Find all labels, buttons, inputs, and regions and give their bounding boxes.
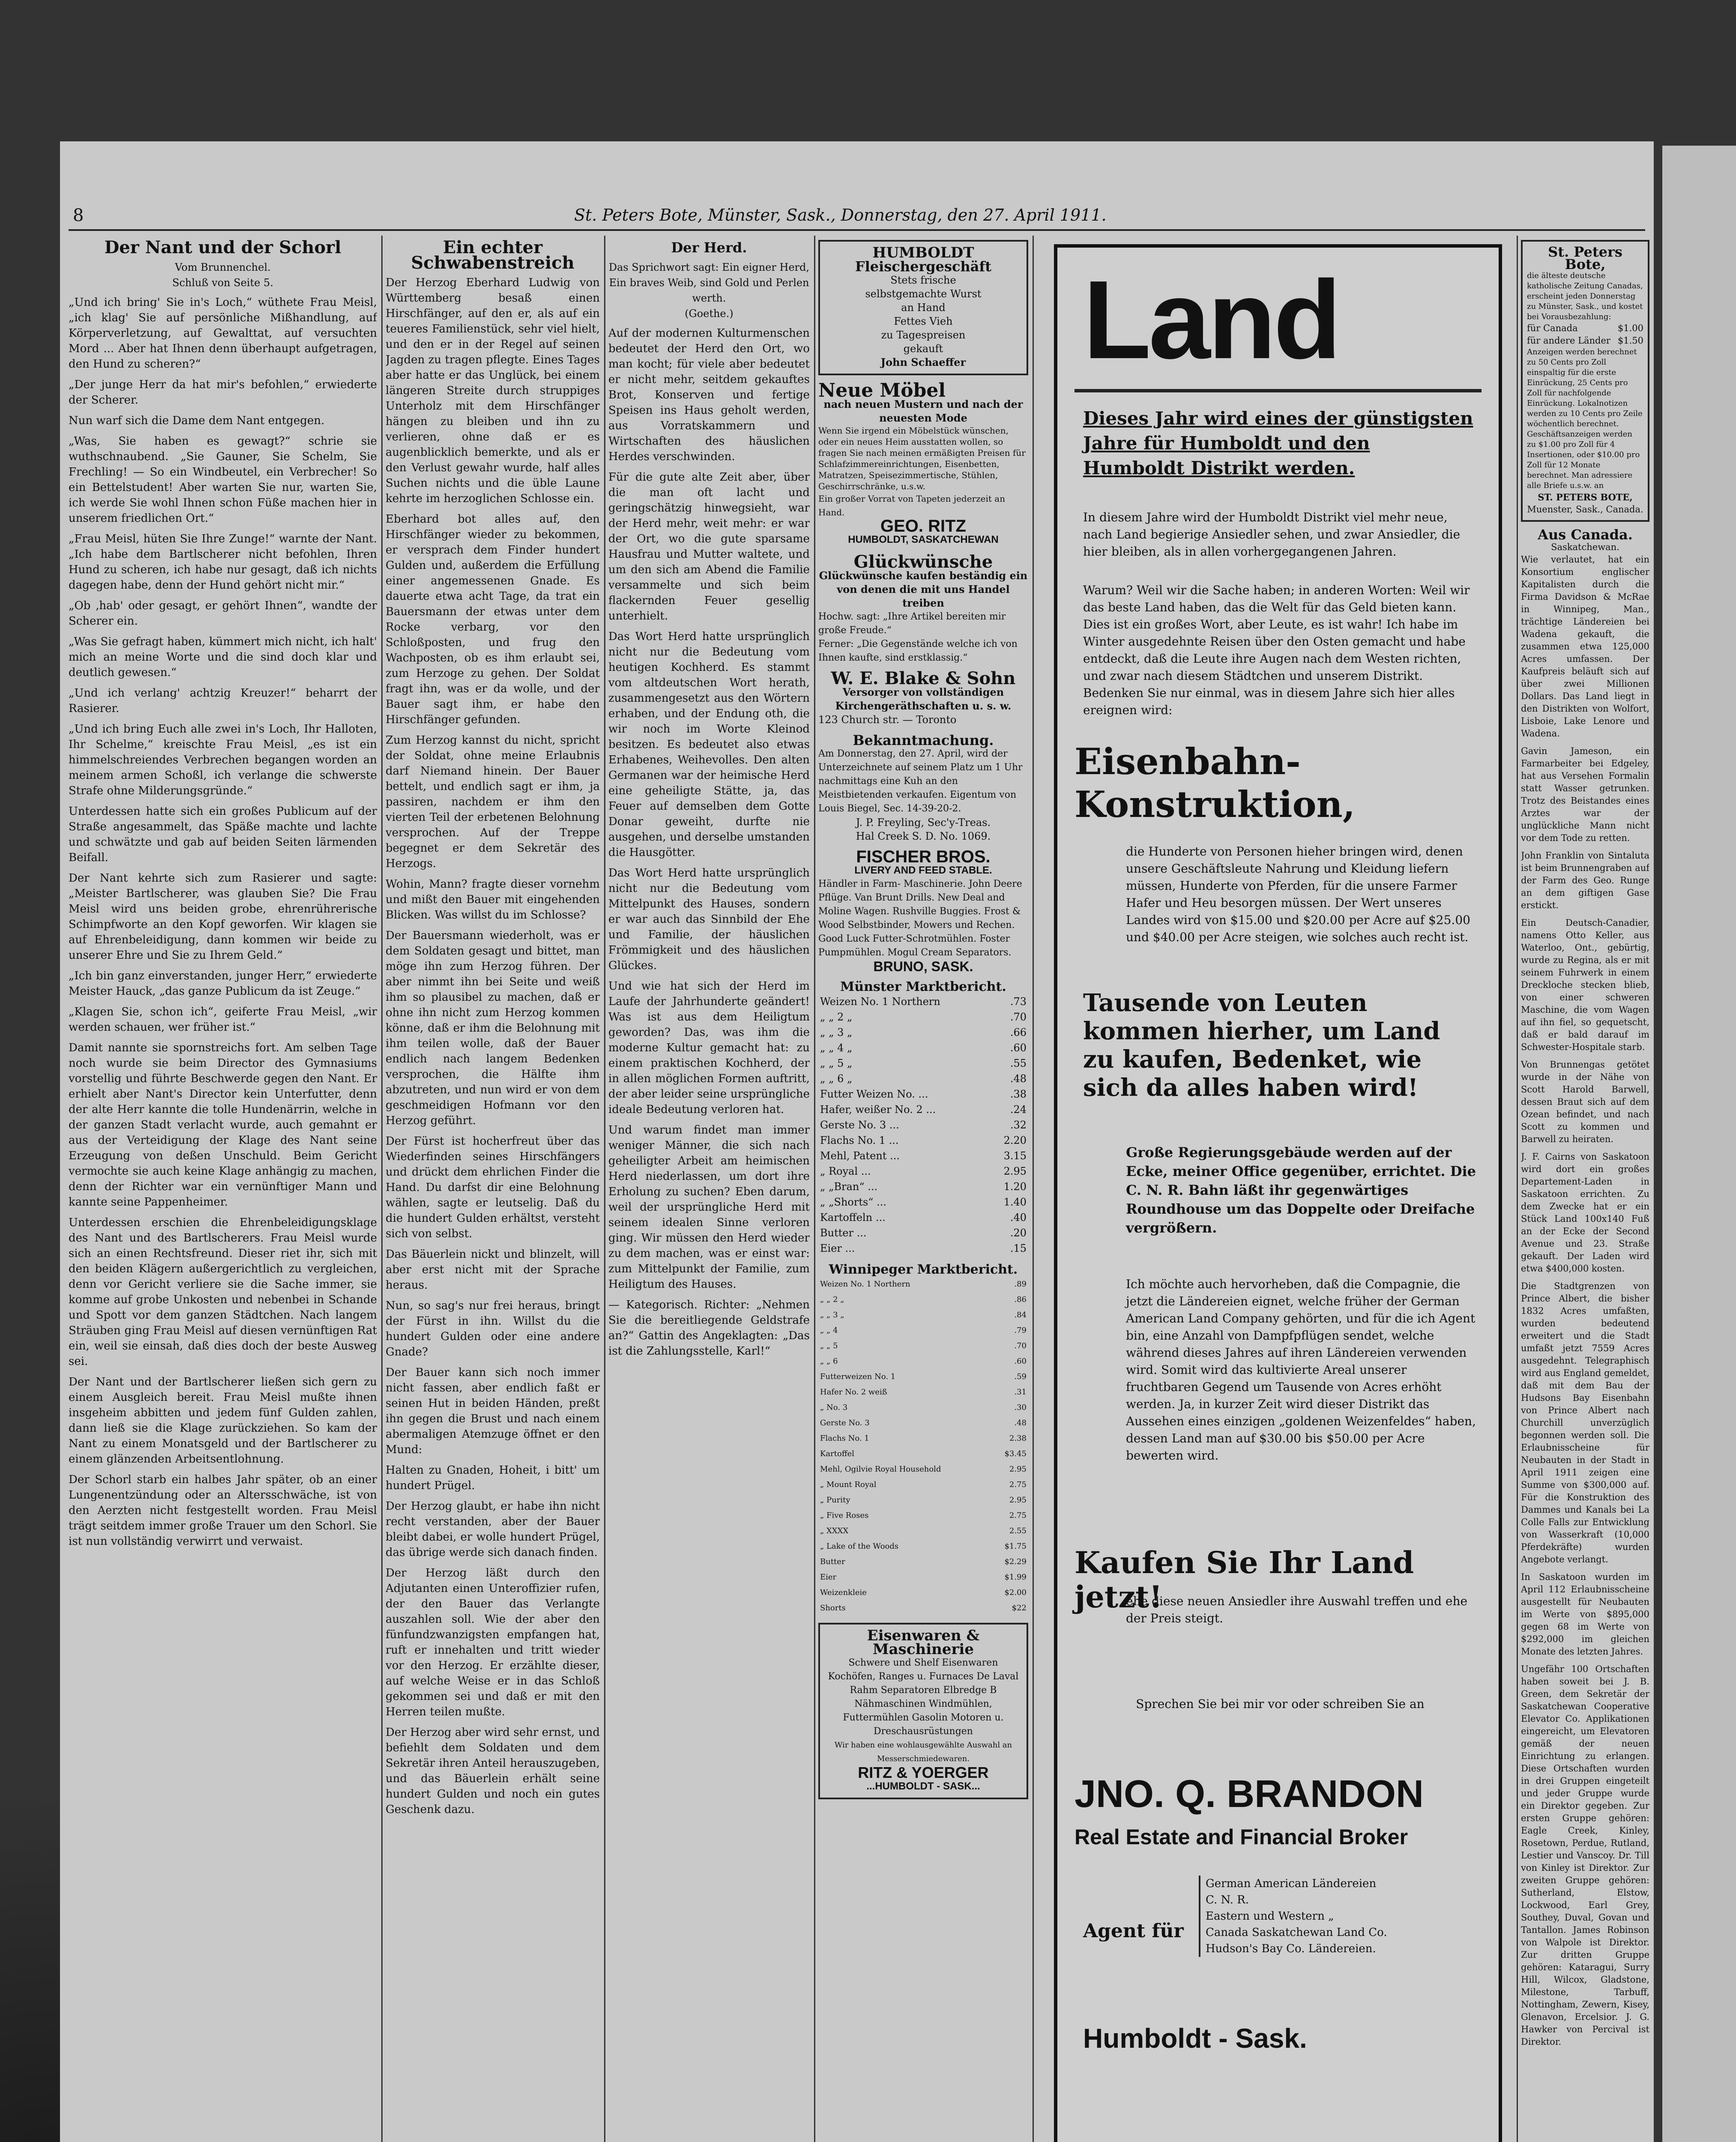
article-nant-und-schorl — [69, 240, 377, 2142]
market-price: 1.40 — [1003, 1196, 1027, 1208]
ad-city: Humboldt - Sask. — [1083, 2023, 1307, 2054]
market-price: .48 — [1010, 1073, 1027, 1085]
market-price: .24 — [1010, 1104, 1027, 1116]
ad-note: Ein großer Vorrat von Tapeten jederzeit an Hand. — [818, 494, 1006, 518]
market-row — [818, 1601, 1028, 1616]
market-item: Flachs No. 1 ... — [820, 1134, 899, 1146]
market-row — [818, 1179, 1028, 1194]
market-row — [818, 1009, 1028, 1025]
ad-brand: JNO. Q. BRANDON — [1075, 1773, 1424, 1816]
ad-rule — [1075, 389, 1482, 392]
ad-body: Glückwünsche kaufen beständig ein von denen die mit uns Handel treiben — [819, 569, 1028, 609]
market-price: .48 — [1014, 1418, 1027, 1427]
ad-paragraph: Ich möchte auch hervorheben, daß die Compagnie, die jetzt die Ländereien eignet, welche früher der German American Land Company gehörten, und für die ich Agent bin, eine Anzahl von Dampfpflügen sendet, welche während dieses Jahres auf ihren Ländereien verwenden wird. Somit wird das kultivierte Areal unserer fruchtbaren Gegend um Tausende von Acres erhöht werden. Ja, in kurzer Zeit wird dieser Distrikt das Aussehen eines einzigen „goldenen Weizenfeldes“ haben, dessen Land man auf $30.00 bis $50.00 per Acre bewerten wird. — [1126, 1277, 1476, 1463]
paragraph: Der Herzog glaubt, er habe ihn nicht recht verstanden, aber der Bauer bleibt dabei, er wolle hundert Prügel, das übrige werde sich danach finden. — [386, 1500, 600, 1559]
paragraph: Der Herzog aber wird sehr ernst, und befiehlt dem Soldaten und dem Sekretär ihren Anteil herauszugeben, und das Bäuerlein erhält seine hundert Gulden und noch ein gutes Geschenk dazu. — [386, 1726, 600, 1816]
market-price: 2.95 — [1009, 1465, 1027, 1474]
ad-subtitle: LIVERY AND FEED STABLE. — [854, 865, 992, 876]
paragraph: Der Bauersmann wiederholt, was er dem Soldaten gesagt und bittet, man möge ihn zum Herzog führen. Der aber nimmt ihn bei Seite und weiß ihm so plausibel zu machen, daß er ohne ihn nicht zum Herzog kommen könne, daß er ihm die Belohnung mit ihm teilen wolle, daß der Bauer endlich nach langem Bedenken versprochen, die Hälfte ihm abzutreten, und nun wird er von dem geschmeidigen Hofmann vor den Herzog geführt. — [386, 929, 600, 1127]
ad-headline: Eisenbahn-Konstruktion, — [1075, 740, 1355, 826]
market-row — [818, 1071, 1028, 1086]
ad-glueckwuensche — [818, 552, 1028, 665]
ad-fischer-bros — [818, 847, 1028, 974]
column-divider — [604, 236, 605, 2142]
market-item: Weizen No. 1 Northern — [820, 1280, 910, 1289]
market-item: Shorts — [820, 1604, 846, 1612]
market-price: .79 — [1014, 1326, 1027, 1335]
ad-subtitle: nach neuen Mustern und nach der neuesten Mode — [823, 398, 1023, 424]
notice-location: Hal Creek S. D. No. 1069. — [856, 830, 991, 842]
market-price: 2.20 — [1003, 1134, 1027, 1146]
ad-land-brandon — [1054, 244, 1502, 2142]
ad-headline: Tausende von Leuten kommen hierher, um Land zu kaufen, Bedenket, wie sich da alles haben wird! — [1083, 989, 1440, 1102]
market-item: Flachs No. 1 — [820, 1434, 869, 1443]
market-row — [818, 1338, 1028, 1354]
paragraph: Der Herzog läßt durch den Adjutanten einen Unteroffizier rufen, der den Bauer das Verlangte auszahlen soll. Wie der aber den fünfundzwanzigsten empfangen hat, ruft er innehalten und tritt wieder vor den Herzog. Er erzählte dieser, auf welche Weise er in das Schloß gekommen sei und daß er mit den Herren teilen mußte. — [386, 1567, 600, 1718]
article-title: Der Herd. — [671, 240, 747, 256]
paragraph: „Ob ‚hab' oder gesagt, er gehört Ihnen“, wandte der Scherer ein. — [69, 599, 377, 628]
ad-quote: Ferner: „Die Gegenstände welche ich von Ihnen kaufte, sind erstklassig.“ — [818, 639, 1018, 663]
market-title: Winnipeger Marktbericht. — [829, 1262, 1018, 1277]
market-price: .70 — [1010, 1011, 1027, 1023]
market-item: Butter ... — [820, 1227, 867, 1239]
ad-city: Toronto — [916, 714, 957, 726]
poem-line: Das Sprichwort sagt: Ein eigner Herd, — [608, 261, 810, 273]
article-byline: Vom Brunnenchel. — [175, 261, 271, 273]
price-label: für Canada — [1527, 323, 1578, 333]
paragraph: Wohin, Mann? fragte dieser vornehm und mißt den Bauer mit eingehenden Blicken. Was willst du im Schlosse? — [386, 878, 600, 921]
ad-humboldt-fleischer — [818, 240, 1028, 375]
market-row — [818, 1025, 1028, 1040]
paragraph: Auf der modernen Kulturmenschen bedeutet der Herd den Ort, wo man kocht; für viele aber bedeutet er nicht mehr, seitdem gekauftes Brot, Konserven und fertige Speisen ins Haus geholt werden, aus Vorratskammern und Wirtschaften des häuslichen Herdes verschwinden. — [608, 327, 810, 463]
market-item: Eier ... — [820, 1242, 855, 1254]
box-body: die älteste deutsche katholische Zeitung Canadas, erscheint jeden Donnerstag zu Münster, Sask., und kostet bei Vorausbezahlung: — [1527, 271, 1643, 321]
box-address: Muenster, Sask., Canada. — [1527, 504, 1643, 515]
paragraph: Eberhard bot alles auf, den Hirschfänger wieder zu bekommen, er versprach dem Finder hundert Gulden und, außerdem die Erfüllung einer angemessenen Gnade. Es dauerte etwa acht Tage, da trat ein Bauersmann der etwas unter dem Rocke verbarg, vor den Schloßposten, und frug den Wachposten, ob es ihm erlaubt sei, zum Herzoge zu gehen. Der Soldat fragt ihn, was er da wolle, und der Bauer sagt ihm, er habe den Hirschfänger gefunden. — [386, 513, 600, 726]
agency: C. N. R. — [1206, 1894, 1249, 1906]
market-row — [818, 1225, 1028, 1241]
market-item: Butter — [820, 1557, 845, 1566]
ad-address: 123 Church str. — [818, 714, 900, 726]
market-item: „ „ 6 — [820, 1357, 838, 1366]
paragraph: — Kategorisch. Richter: „Nehmen Sie die bereitliegende Geldstrafe an?“ Gattin des Angeklagten: „Das ist die Zahlungsstelle, Karl!“ — [608, 1298, 810, 1358]
notice-bekanntmachung — [818, 733, 1028, 843]
paragraph: „Ich bin ganz einverstanden, junger Herr,“ erwiederte Meister Hauck, „das ganze Publicum da ist Zeuge.“ — [69, 969, 377, 998]
market-item: „ „ 2 „ — [820, 1295, 844, 1304]
top-rule — [69, 229, 1645, 231]
market-item: „ „Shorts“ ... — [820, 1196, 887, 1208]
paragraph: Die Stadtgrenzen von Prince Albert, die bisher 1832 Acres umfaßten, wurden bedeutend erweitert und die Stadt umfaßt jetzt 7559 Acres ausgedehnt. Telegraphisch wird aus England gemeldet, daß mit dem Bau der Hudsons Bay Eisenbahn von Prince Albert nach Churchill unverzüglich begonnen werden soll. Die Erlaubnisscheine für Neubauten in der Stadt in April 1911 zeigen eine Summe von $300,000 auf. Für die Konstruktion des Dammes und Kanals bei La Colle Falls zur Entwicklung von Wasserkraft (10,000 Pferdekräfte) wurden Angebote verlangt. — [1521, 1281, 1649, 1565]
paragraph: John Franklin von Sintaluta ist beim Brunnengraben auf der Farm des Geo. Runge an dem giftigen Gase erstickt. — [1521, 850, 1649, 910]
paragraph: Unterdessen hatte sich ein großes Publicum auf der Straße angesammelt, das Späße machte und lachte und schwätzte und gab auf beiden Seiten lärmenden Beifall. — [69, 805, 377, 864]
ad-owner: John Schaeffer — [880, 356, 966, 368]
market-item: „ „ 4 — [820, 1326, 838, 1335]
box-title: St. Peters Bote, — [1548, 244, 1622, 272]
market-row — [818, 1210, 1028, 1225]
market-price: $3.45 — [1004, 1449, 1027, 1458]
market-item: Gerste No. 3 — [820, 1418, 870, 1427]
market-report-winnipeg — [818, 1263, 1028, 1616]
market-item: „ Purity — [820, 1496, 850, 1505]
market-item: Weizen No. 1 Northern — [820, 996, 940, 1008]
notice-signature: J. P. Freyling, Sec'y-Treas. — [856, 817, 991, 829]
newspaper-page — [60, 141, 1654, 2142]
market-item: „ „ 6 „ — [820, 1073, 853, 1085]
ad-title: W. E. Blake & Sohn — [831, 668, 1016, 688]
paragraph: Und warum findet man immer weniger Männer, die sich nach geheiligter Arbeit am heimischen Herd niederlassen, um dort ihre Erholung zu suchen? Eben darum, weil der ursprüngliche Herd mit seinem idealen Sinne verloren ging. Wir müssen den Herd wieder zu dem machen, was er einst war: zum Mittelpunkt der Familie, zum Heiligtum des Hauses. — [608, 1124, 810, 1291]
notice-body: Am Donnerstag, den 27. April, wird der Unterzeichnete auf seinem Platz um 1 Uhr nachmittags eine Kuh an den Meistbietenden verkaufen. Eigentum von Louis Biegel, Sec. 14-39-20-2. — [818, 748, 1023, 814]
ad-quote: Hochw. sagt: „Ihre Artikel bereiten mir große Freude.“ — [818, 611, 1006, 636]
ad-line: gekauft — [903, 343, 943, 355]
column-divider — [1033, 236, 1034, 2142]
adjacent-page-edge — [1662, 146, 1736, 2142]
ad-eisenwaren — [818, 1623, 1028, 1799]
market-item: Futterweizen No. 1 — [820, 1372, 896, 1381]
paragraph: Der Herzog Eberhard Ludwig von Württemberg besaß einen Hirschfänger, auf den er, als auf ein teueres Familienstück, sehr viel hielt, und den er in der Regel auf seinen Jagden zu tragen pflegte. Eines Tages aber hatte er das Unglück, bei einem längeren Streite durch struppiges Unterholz mit dem Hirschfänger hängen zu bleiben und ihn zu verlieren, ohne daß er es augenblicklich bemerkte, und als er den Verlust gewahr wurde, half alles Suchen nichts und die üble Laune kehrte im herzoglichen Schlosse ein. — [386, 276, 600, 505]
ad-brand: GEO. RITZ — [880, 517, 966, 536]
ad-line: Fettes Vieh — [894, 315, 953, 327]
market-row — [818, 1133, 1028, 1148]
market-price: $1.75 — [1004, 1542, 1027, 1551]
column-divider — [381, 236, 383, 2142]
paragraph: Und wie hat sich der Herd im Laufe der Jahrhunderte geändert! Was ist aus dem Heiligtum geworden? Das, was ihm die moderne Kultur gemacht hat: zu einem praktischen Kochherd, der in allen möglichen Formen auftritt, der aber leider seine ursprüngliche ideale Bedeutung verloren hat. — [608, 980, 810, 1116]
paragraph: Der Fürst ist hocherfreut über das Wiederfinden seines Hirschfängers und drückt dem ehrlichen Finder die Hand. Du darfst dir eine Belohnung wählen, sagte er leutselig. Daß du die hundert Gulden erhältst, versteht sich von selbst. — [386, 1135, 600, 1240]
ad-place: HUMBOLDT, SASKATCHEWAN — [848, 534, 999, 545]
ad-paragraph: ehe diese neuen Ansiedler ihre Auswahl treffen und ehe der Preis steigt. — [1126, 1594, 1468, 1625]
market-item: „ Royal ... — [820, 1165, 871, 1177]
paragraph: Gavin Jameson, ein Farmarbeiter bei Edgeley, hat aus Versehen Formalin statt Wasser getrunken. Trotz des Beistandes eines Arztes war der unglückliche Mann nicht vor dem Tode zu retten. — [1521, 746, 1649, 843]
market-price: 2.95 — [1003, 1165, 1027, 1177]
market-price: $2.00 — [1004, 1588, 1027, 1597]
paragraph: Nun warf sich die Dame dem Nant entgegen. — [69, 414, 325, 427]
market-price: 2.75 — [1009, 1511, 1027, 1520]
article-title: Ein echter Schwabenstreich — [411, 240, 575, 273]
ad-subtitle: Real Estate and Financial Broker — [1075, 1825, 1408, 1849]
market-price: 2.75 — [1009, 1480, 1027, 1489]
market-item: „ „ 5 „ — [820, 1057, 853, 1069]
poem-source: (Goethe.) — [685, 308, 733, 320]
ad-headline: Dieses Jahr wird eines der günstigsten Jahre für Humboldt und den Humboldt Distrikt werden. — [1083, 408, 1473, 479]
paragraph: Halten zu Gnaden, Hoheit, i bitt' um hundert Prügel. — [386, 1464, 600, 1492]
market-item: Kartoffel — [820, 1449, 855, 1458]
ad-subtitle: Versorger von vollständigen Kirchengeräthschaften u. s. w. — [835, 686, 1012, 712]
paragraph: Der Nant kehrte sich zum Rasierer und sagte: „Meister Bartlscherer, was glauben Sie? Die Frau Meisl wird uns beiden grobe, ehrenrührerische Schimpfworte an den Kopf geworfen. Wir klagen sie auf Ehrenbeleidigung, dann kommen wir beide zu unserer Ehre und Sie zu Ihrem Geld.“ — [69, 872, 377, 962]
paragraph: „Und ich bring' Sie in's Loch,“ wüthete Frau Meisl, „ich klag' Sie auf persönliche Mißhandlung, auf Körperverletzung, auf Gewalttat, auf versuchten Mord ... Aber hat Ihnen denn überhaupt aufgetragen, den Hund zu scheren?“ — [69, 296, 377, 371]
market-row — [818, 1040, 1028, 1056]
paragraph: Der Schorl starb ein halbes Jahr später, ob an einer Lungenentzündung oder an Altersschwäche, ist von den Aerzten nicht festgestellt worden. Frau Meisl trägt seitdem immer große Trauer um den Schorl. Sie ist nun vollständig verwirrt und verwaist. — [69, 1473, 377, 1548]
paragraph: „Was, Sie haben es gewagt?“ schrie sie wuthschnaubend. „Sie Gauner, Sie Schelm, Sie Frechling! — So ein Windbeutel, ein Verbrecher! So ein Bettelstudent! Aber warten Sie nur, warten Sie, ich werde Sie wohl Ihnen schon Füße machen hier in unserem friedlichen Ort.“ — [69, 435, 377, 525]
market-row — [818, 1539, 1028, 1554]
price-value: $1.00 — [1617, 323, 1643, 333]
market-item: „ Mount Royal — [820, 1480, 877, 1489]
paragraph: Der Nant und der Bartlscherer ließen sich gern zu einem Ausgleich bereit. Frau Meisl mußte ihnen insgeheim abbitten und jedem fünf Gulden zahlen, dann ließ sie die Klage zurückziehen. So kam der Nant zu einem Monatsgeld und der Bartlscherer zu einem glänzenden Arbeitsentlohnung. — [69, 1376, 377, 1466]
ad-title: Eisenwaren & Maschinerie — [867, 1627, 980, 1658]
market-row — [818, 1117, 1028, 1133]
market-item: „ „ 5 — [820, 1341, 838, 1350]
market-item: „ Five Roses — [820, 1511, 869, 1520]
notice-title: Bekanntmachung. — [853, 732, 994, 748]
market-row — [818, 1570, 1028, 1585]
ad-agent-label: Agent für — [1083, 1920, 1184, 1942]
market-price: $2.29 — [1004, 1557, 1027, 1566]
market-item: „ „Bran“ ... — [820, 1181, 878, 1193]
market-row — [818, 1446, 1028, 1462]
ad-brand: RITZ & YOERGER — [858, 1764, 989, 1781]
ad-line: zu Tagespreisen — [881, 329, 966, 341]
market-price: .55 — [1010, 1057, 1027, 1069]
article-der-herd — [608, 240, 810, 2142]
market-row — [818, 1585, 1028, 1601]
market-item: „ No. 3 — [820, 1403, 848, 1412]
paragraph: In Saskatoon wurden im April 112 Erlaubnisscheine ausgestellt für Neubauten im Werte von $895,000 gegen 68 im Werte von $292,000 im gleichen Monate des letzten Jahres. — [1521, 1572, 1649, 1657]
paragraph: Nun, so sag's nur frei heraus, bringt der Fürst in ihn. Willst du die hundert Gulden oder eine andere Gnade? — [386, 1299, 600, 1358]
market-price: .15 — [1010, 1242, 1027, 1254]
article-continuation: Schluß von Seite 5. — [172, 277, 273, 289]
ad-moebel — [818, 380, 1028, 547]
market-row — [818, 1369, 1028, 1385]
ad-title: Glückwünsche — [853, 552, 993, 572]
market-price: 2.95 — [1009, 1496, 1027, 1505]
market-row — [818, 1431, 1028, 1446]
market-row — [818, 1307, 1028, 1323]
paragraph: „Und ich verlang' achtzig Kreuzer!“ beharrt der Rasierer. — [69, 687, 377, 715]
ad-title: HUMBOLDT — [872, 244, 974, 261]
market-row — [818, 1323, 1028, 1338]
market-item: „ „ 3 „ — [820, 1310, 844, 1319]
market-row — [818, 1462, 1028, 1477]
ad-city: BRUNO, SASK. — [873, 959, 973, 974]
market-item: Futter Weizen No. ... — [820, 1088, 928, 1100]
paragraph: „Klagen Sie, schon ich“, geiferte Frau Meisl, „wir werden schauen, wer früher ist.“ — [69, 1005, 377, 1034]
market-row — [818, 1493, 1028, 1508]
paragraph: Zum Herzog kannst du nicht, spricht der Soldat, ohne meine Erlaubnis darf Niemand hinein. Der Bauer bettelt, und endlich sagt er ihm, ja passiren, nachdem er ihm den vierten Teil der erbetenen Belohnung versprochen. Auf der Treppe begegnet er dem Sekretär des Herzogs. — [386, 734, 600, 870]
ad-headline: Kaufen Sie Ihr Land jetzt! — [1075, 1545, 1414, 1615]
market-row — [818, 1415, 1028, 1431]
paragraph: Das Wort Herd hatte ursprünglich nicht nur die Bedeutung vom heutigen Kochherd. Es stammt vom altdeutschen Wort herath, zusammengesetzt aus den Wörtern erhaben, und der Endung oth, die wir noch im Worte Kleinod besitzen. Es bedeutet also etwas Erhabenes, Weihevolles. Den alten Germanen war der heimische Herd eine geheiligte Stätte, ja, das Feuer auf demselben dem Gotte Donar geweiht, durfte nie ausgehen, und derselbe umstanden die Hausgötter. — [608, 630, 810, 859]
paragraph: „Und ich bring Euch alle zwei in's Loch, Ihr Halloten, Ihr Schelme,“ kreischte Frau Meisl, „es ist ein himmelschreiendes Verbrechen begangen worden an meinem armen Schoßl, ich verlange die schwerste Strafe ohne Milderungsgründe.“ — [69, 723, 377, 797]
section-title: Aus Canada. — [1538, 527, 1633, 543]
subscription-box — [1521, 240, 1649, 522]
market-price: .40 — [1010, 1212, 1027, 1224]
ad-title: FISCHER BROS. — [856, 847, 991, 866]
market-price: .30 — [1014, 1403, 1027, 1412]
paragraph: Wie verlautet, hat ein Konsortium englischer Kapitalisten durch die Firma Davidson & McRae in Winnipeg, Man., trächtige Ländereien bei Wadena gekauft, die zusammen etwa 125,000 Acres umfassen. Der Kaufpreis beläuft sich auf über zwei Millionen Dollars. Das Land liegt in den Distrikten von Wolfort, Lisboie, Lake Lenore und Wadena. — [1521, 554, 1649, 739]
agency: German American Ländereien — [1206, 1877, 1377, 1890]
market-price: .59 — [1014, 1372, 1027, 1381]
market-item: Weizenkleie — [820, 1588, 867, 1597]
market-row — [818, 1102, 1028, 1117]
ad-title: Neue Möbel — [818, 380, 946, 401]
ad-subtitle: Fleischergeschäft — [855, 258, 992, 275]
market-row — [818, 1292, 1028, 1307]
ad-note: Wir haben eine wohlausgewählte Auswahl an Messerschmiedewaren. — [834, 1741, 1012, 1763]
market-price: .89 — [1014, 1280, 1027, 1289]
masthead: St. Peters Bote, Münster, Sask., Donnerstag, den 27. April 1911. — [574, 206, 1107, 224]
ad-line: selbstgemachte Wurst — [865, 288, 982, 300]
market-row — [818, 1194, 1028, 1210]
ad-city: ...HUMBOLDT - SASK... — [866, 1780, 980, 1792]
paragraph: Ein Deutsch-Canadier, namens Otto Keller, aus Waterloo, Ont., gebürtig, wurde zu Regina, als er mit seinem Fuhrwerk in einem Dreckloche stecken blieb, von einer schweren Maschine, die vom Wagen auf ihn fiel, so gequetscht, daß er bald darauf im Schwester-Hospitale starb. — [1521, 918, 1649, 1052]
market-price: $1.99 — [1004, 1573, 1027, 1582]
paragraph: „Frau Meisl, hüten Sie Ihre Zunge!“ warnte der Nant. „Ich habe dem Bartlscherer nicht befohlen, Ihren Hund zu scheren, ich habe nur gesagt, daß ich nichts dagegen habe, denn der Hund gehört nicht mir.“ — [69, 533, 377, 592]
poem-line: Ein braves Weib, sind Gold und Perlen werth. — [609, 277, 809, 304]
column-divider — [1517, 236, 1518, 2142]
market-row — [818, 1508, 1028, 1523]
ad-paragraph: die Hunderte von Personen hieher bringen wird, denen unsere Geschäftsleute Nahrung und Kleidung liefern müssen, Hunderte von Pferden, für die unsere Farmer Hafer und Heu besorgen müssen. Der Wert unseres Landes wird von $15.00 und $20.00 per Acre auf $25.00 und $40.00 per Acre steigen, wie solches auch recht ist. — [1126, 844, 1470, 944]
paragraph: „Der junge Herr da hat mir's befohlen,“ erwiederte der Scherer. — [69, 378, 377, 407]
price-label: für andere Länder — [1527, 335, 1610, 346]
market-price: .86 — [1014, 1295, 1027, 1304]
market-price: 2.55 — [1009, 1526, 1027, 1535]
market-item: Gerste No. 3 ... — [820, 1119, 899, 1131]
ad-body: Händler in Farm- Maschinerie. John Deere Pflüge. Van Brunt Drills. New Deal and Moline Wagen. Rushville Buggies. Frost & Wood Selbstbinder, Mowers und Rechen. Good Luck Futter-Schrotmühlen. Foster Pumpmühlen. Mogul Cream Separators. — [818, 879, 1022, 958]
market-row — [818, 1164, 1028, 1179]
right-column — [1521, 240, 1649, 2142]
market-price: 3.15 — [1003, 1150, 1027, 1162]
market-item: „ „ 4 „ — [820, 1042, 853, 1054]
column-divider — [814, 236, 815, 2142]
market-item: „ „ 2 „ — [820, 1011, 853, 1023]
market-price: .32 — [1010, 1119, 1027, 1131]
market-price: $22 — [1012, 1604, 1027, 1612]
section-subtitle: Saskatchewan. — [1551, 542, 1619, 552]
ad-land-title: Land — [1083, 258, 1339, 382]
market-row — [818, 1554, 1028, 1570]
market-row — [818, 1241, 1028, 1256]
price-value: $1.50 — [1617, 335, 1643, 346]
ad-paragraph: Große Regierungsgebäude werden auf der Ecke, meiner Office gegenüber, errichtet. Die C. N. R. Bahn läßt ihr gegenwärtiges Roundhouse um das Doppelte oder Dreifache vergrößern. — [1126, 1144, 1476, 1236]
market-item: Eier — [820, 1573, 837, 1582]
ads-column — [818, 240, 1028, 2142]
market-row — [818, 1354, 1028, 1369]
paragraph: Das Wort Herd hatte ursprünglich nicht nur die Bedeutung vom Mittelpunkt des Hauses, sondern er war auch das Sinnbild der Ehe und Familie, der häuslichen Frömmigkeit und des häuslichen Glückes. — [608, 867, 810, 972]
market-row — [818, 1477, 1028, 1493]
market-row — [818, 1385, 1028, 1400]
box-body: Anzeigen werden berechnet zu 50 Cents pro Zoll einspaltig für die erste Einrückung, 25 Cents pro Zoll für nachfolgende Einrückung. Lokalnotizen werden zu 10 Cents pro Zeile wöchentlich berechnet. Geschäftsanzeigen werden zu $1.00 pro Zoll für 4 Insertionen, oder $10.00 pro Zoll für 12 Monate berechnet. Man adressiere alle Briefe u.s.w. an — [1527, 347, 1643, 490]
ad-line: an Hand — [901, 302, 946, 314]
market-price: .20 — [1010, 1227, 1027, 1239]
paragraph: Von Brunnengas getötet wurde in der Nähe von Scott Harold Barwell, dessen Braut sich auf dem Ozean befindet, und nach Scott zu kommen und Barwell zu heiraten. — [1521, 1059, 1649, 1144]
page-number: 8 — [73, 206, 84, 225]
market-row — [818, 1056, 1028, 1071]
market-item: „ „ 3 „ — [820, 1026, 853, 1038]
market-price: .60 — [1010, 1042, 1027, 1054]
market-item: Hafer No. 2 weiß — [820, 1388, 887, 1397]
article-title: Der Nant und der Schorl — [104, 240, 341, 257]
market-row — [818, 1523, 1028, 1539]
market-row — [818, 1148, 1028, 1164]
market-price: .31 — [1014, 1388, 1027, 1397]
market-item: Mehl, Ogilvie Royal Household — [820, 1465, 941, 1474]
agency: Hudson's Bay Co. Ländereien. — [1206, 1942, 1376, 1955]
market-title: Münster Marktbericht. — [840, 979, 1006, 994]
paragraph: Für die gute alte Zeit aber, über die man oft lacht und geringschätzig hinwegsieht, war der Herd mehr, weit mehr: er war der Ort, wo die gute sparsame Hausfrau und Mutter waltete, und um den sich am Abend die Familie versammelte und sich beim flackernden Feuer gesellig unterhielt. — [608, 471, 810, 622]
paragraph: J. F. Cairns von Saskatoon wird dort ein großes Departement-Laden in Saskatoon errichten. Zu dem Zwecke hat er ein Stück Land 100x140 Fuß an der Ecke der Second Avenue und 23. Straße gekauft. Der Laden wird etwa $400,000 kosten. — [1521, 1152, 1649, 1274]
market-row — [818, 1277, 1028, 1292]
market-table — [818, 994, 1028, 1256]
ad-body: Schwere und Shelf Eisenwaren Kochöfen, Ranges u. Furnaces De Laval Rahm Separatoren Elbredge B Nähmaschinen Windmühlen, Futtermühlen Gasolin Motoren u. Dreschausrüstungen — [828, 1657, 1019, 1737]
market-item: Kartoffeln ... — [820, 1212, 886, 1224]
paragraph: Damit nannte sie spornstreichs fort. Am selben Tage noch wurde sie beim Director des Gymnasiums vorstellig und führte Beschwerde gegen den Nant. Er erhielt aber Nant's Director kein Unterfutter, denn der alte Herr kannte die tolle Hundenärrin, welche in der ganzen Stadt verlacht wurde, auch gemahnt er aus der Verteidigung der Klage des Nant seine Erzeugung von deßen Unschuld. Beim Gericht vermochte sie auch keine Klage anhängig zu machen, denn der Richter war ein vernünftiger Mann und kannte seine Pappenheimer. — [69, 1041, 377, 1209]
market-price: .84 — [1014, 1310, 1027, 1319]
market-table — [818, 1277, 1028, 1616]
market-report-muenster — [818, 980, 1028, 1256]
ad-paragraph: In diesem Jahre wird der Humboldt Distrikt viel mehr neue, nach Land begierige Ansiedler sehen, und zwar Ansiedler, die hier bleiben, als in allen vorhergegangenen Jahren. — [1083, 510, 1461, 559]
paragraph: Das Bäuerlein nickt und blinzelt, will aber erst nicht mit der Sprache heraus. — [386, 1248, 600, 1292]
market-item: Mehl, Patent ... — [820, 1150, 900, 1162]
box-address: ST. PETERS BOTE, — [1538, 492, 1633, 503]
paragraph: Ungefähr 100 Ortschaften haben soweit bei J. B. Green, dem Sekretär der Saskatchewan Cooperative Elevator Co. Applikationen eingereicht, um Elevatoren gemäß der neuen Einrichtung zu erlangen. Diese Ortschaften wurden in drei Gruppen eingeteilt und jeder Gruppe wurde ein Direktor gegeben. Zur ersten Gruppe gehören: Eagle Creek, Kinley, Rosetown, Perdue, Rutland, Lestier und Vanscoy. Dr. Till von Kinley ist Direktor. Zur zweiten Gruppe gehören: Sutherland, Elstow, Lockwood, Earl Grey, Southey, Duval, Govan und Tantallon. James Robinson von Walpole ist Direktor. Zur dritten Gruppe gehören: Kataragui, Surry Hill, Wilcox, Gladstone, Milestone, Tarbuff, Nottingham, Zewern, Kisey, Glenavon, Ercelsior. J. G. Hawker von Percival ist Direktor. — [1521, 1664, 1649, 2047]
article-schwabenstreich — [386, 240, 600, 2142]
market-price: .73 — [1010, 996, 1027, 1008]
paragraph: Der Bauer kann sich noch immer nicht fassen, aber endlich faßt er seinen Hut in beiden Händen, preßt ihn gegen die Brust und nach einem abermaligen Atemzuge öffnet er den Mund: — [386, 1366, 600, 1456]
market-price: 1.20 — [1003, 1181, 1027, 1193]
market-price: .66 — [1010, 1026, 1027, 1038]
ad-body: Wenn Sie irgend ein Möbelstück wünschen, oder ein neues Heim ausstatten wollen, so fragen Sie nach meinen ermäßigten Preisen für Schlafzimmereinrichtungen, Eisenbetten, Matratzen, Speisezimmertische, Stühlen, Geschirrschränke, u.s.w. — [818, 425, 1026, 491]
market-row — [818, 1086, 1028, 1102]
ad-paragraph: Warum? Weil wir die Sache haben; in anderen Worten: Weil wir das beste Land haben, das die Welt für das Geld bieten kann. Dies ist ein großes Wort, aber Leute, es ist wahr! Ich habe im Winter ausgedehnte Reisen über den Osten gemacht und habe entdeckt, daß die Leute ihre Augen nach dem Westen richten, und zwar nach diesem Städtchen und unserem Distrikt. Bedenken Sie nur einmal, was in diesem Jahre sich hier alles ereignen wird: — [1083, 583, 1470, 717]
ad-agencies — [1199, 1876, 1480, 1957]
agency: Eastern und Western „ — [1206, 1910, 1334, 1923]
market-row — [818, 994, 1028, 1009]
market-item: „ XXXX — [820, 1526, 849, 1535]
ad-paragraph: Sprechen Sie bei mir vor oder schreiben Sie an — [1136, 1697, 1425, 1711]
market-price: .60 — [1014, 1357, 1027, 1366]
market-price: 2.38 — [1009, 1434, 1027, 1443]
ad-blake: W. E. Blake & Sohn Versorger von vollständigen Kirchengeräthschaften u. s. w. 123 Church str. — Toronto — [818, 672, 1028, 727]
market-price: .70 — [1014, 1341, 1027, 1350]
paragraph: „Was Sie gefragt haben, kümmert mich nicht, ich halt' mich an meine Worte und die sind doch klar und deutlich gewesen.“ — [69, 635, 377, 679]
agency: Canada Saskatchewan Land Co. — [1206, 1926, 1387, 1939]
paragraph: Unterdessen erschien die Ehrenbeleidigungsklage des Nant und des Bartlscherers. Frau Meisl wurde sich an einen Rechtsfreund. Dieser riet ihr, sich mit den beiden Klägern außergerichtlich zu vergleichen, denn vor Gericht verliere sie die Sache immer, sie komme auf grobe Unkosten und nebenbei in Schande und Spott vor dem ganzen Städtchen. Nach langem Sträuben ging Frau Meisl auf diesen vernünftigen Rat ein, weil sie einsah, daß dies doch der beste Ausweg sei. — [69, 1216, 377, 1368]
market-item: Hafer, weißer No. 2 ... — [820, 1104, 936, 1116]
market-price: .38 — [1010, 1088, 1027, 1100]
market-row — [818, 1400, 1028, 1415]
ad-line: Stets frische — [890, 274, 956, 286]
market-item: „ Lake of the Woods — [820, 1542, 899, 1551]
